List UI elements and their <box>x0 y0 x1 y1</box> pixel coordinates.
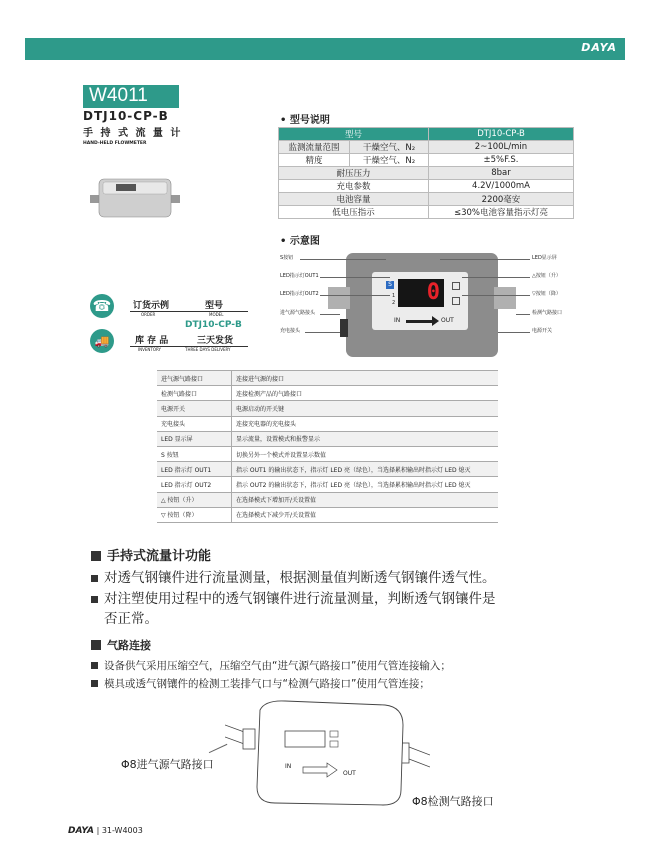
order-label: 订货示例 <box>133 301 170 311</box>
diagram-label: 电源开关 <box>532 328 553 334</box>
table-cell: 检测气路接口 <box>157 386 232 401</box>
outlet-fitting <box>494 287 516 309</box>
device-diagram <box>346 253 498 357</box>
diagram-title: • 示意图 <box>280 236 320 247</box>
table-cell: 充电接头 <box>157 416 232 431</box>
table-cell: 连接充电器的充电接头 <box>232 416 499 431</box>
delivery-label: 三天发货 <box>197 336 234 346</box>
table-cell: 精度 <box>279 154 350 167</box>
bullet-square-icon <box>91 680 98 687</box>
diagram-label: 进气源气路接头 <box>280 310 316 316</box>
function-text: 对注塑使用过程中的透气钢镶件进行流量测量，判断透气钢镶件是 <box>104 591 496 607</box>
table-cell: 连接进气源的接口 <box>232 371 499 386</box>
outlet-label: Φ8检测气路接口 <box>412 795 494 808</box>
out2-mark: 2 <box>392 300 396 306</box>
leader-line <box>498 332 530 333</box>
footer-brand: DAYA <box>68 826 95 836</box>
function-item <box>91 568 496 588</box>
table-cell: 4.2V/1000mA <box>429 180 574 193</box>
table-cell: ±5%F.S. <box>429 154 574 167</box>
table-cell: 耐压压力 <box>279 167 429 180</box>
brand-logo: DAYA <box>581 41 617 54</box>
table-row <box>157 416 498 431</box>
table-row <box>279 193 574 206</box>
table-cell: 连接检测产品的气路接口 <box>232 386 499 401</box>
table-row <box>157 386 498 401</box>
bullet-square-icon <box>91 551 101 561</box>
model-badge: W4011 <box>83 85 179 107</box>
table-row <box>279 128 574 141</box>
connection-item <box>91 658 451 674</box>
table-cell: △ 按钮（升） <box>157 492 232 507</box>
table-row <box>157 446 498 461</box>
table-cell: 2200毫安 <box>429 193 574 206</box>
leader-line <box>320 277 390 278</box>
table-cell: 电池容量 <box>279 193 429 206</box>
connection-title: 气路连接 <box>107 639 151 652</box>
page-number: 31-W4003 <box>101 826 143 835</box>
inventory-label: 库 存 品 <box>135 336 169 346</box>
bullet-square-icon <box>91 640 101 650</box>
header-bar <box>25 38 625 60</box>
footer: DAYA | 31-W4003 <box>68 826 143 836</box>
spec-title: • 型号说明 <box>280 115 330 126</box>
leader-line <box>320 314 340 315</box>
leader-line <box>300 259 386 260</box>
diagram-label: LED指示灯OUT1 <box>280 273 319 279</box>
bullet-square-icon <box>91 575 98 582</box>
table-cell: S 按钮 <box>157 446 232 461</box>
table-cell: 在选择模式下增加开/关设置值 <box>232 492 499 507</box>
flow-arrow <box>406 320 434 323</box>
function-text: 否正常。 <box>104 611 158 627</box>
table-cell: 指示 OUT2 的输出状态下，指示灯 LED 亮（绿色），当选择累积输出时指示灯 LED 熄灭 <box>232 477 499 492</box>
table-cell: 显示流量，设置模式和报警显示 <box>232 431 499 446</box>
product-name-cn: 手 持 式 流 量 计 <box>83 128 183 139</box>
diagram-label: 充电接头 <box>280 328 301 334</box>
delivery-en: THREE DAYS DELIVERY <box>185 347 231 352</box>
diagram-label: ▽按钮（降） <box>532 291 561 297</box>
connection-heading <box>91 637 151 653</box>
table-cell: 在选择模式下减少开/关设置值 <box>232 507 499 522</box>
model-en: MODEL <box>209 312 224 317</box>
table-row <box>157 371 498 386</box>
table-cell: 低电压指示 <box>279 206 429 219</box>
table-row <box>279 141 574 154</box>
table-row <box>279 167 574 180</box>
table-cell: 干燥空气、N₂ <box>350 141 429 154</box>
table-cell: DTJ10-CP-B <box>429 128 574 141</box>
phone-icon: ☎ <box>90 294 114 318</box>
connection-text: 设备供气采用压缩空气，压缩空气由“进气源气路接口”使用气管连接输入； <box>104 660 451 672</box>
table-cell: 型号 <box>279 128 429 141</box>
table-cell: ≤30%电池容量指示灯亮 <box>429 206 574 219</box>
diagram-label: S按钮 <box>280 255 294 261</box>
down-button <box>452 297 460 305</box>
arrow-head-icon <box>432 316 439 326</box>
leader-line <box>516 314 530 315</box>
function-title: 手持式流量计功能 <box>107 549 212 564</box>
leader-line <box>440 259 530 260</box>
drawing-in-label: IN <box>285 763 292 770</box>
product-image <box>90 175 180 219</box>
product-name-en: HAND-HELD FLOWMETER <box>83 141 147 146</box>
charge-port <box>340 319 348 337</box>
s-button: S <box>386 281 394 289</box>
table-cell: 8bar <box>429 167 574 180</box>
table-row <box>279 206 574 219</box>
feature-table <box>157 370 498 523</box>
table-cell: LED 指示灯 OUT2 <box>157 477 232 492</box>
table-row <box>157 492 498 507</box>
table-cell: 2~100L/min <box>429 141 574 154</box>
function-text: 对透气钢镶件进行流量测量，根据测量值判断透气钢镶件透气性。 <box>104 570 496 586</box>
table-row <box>157 431 498 446</box>
bullet-square-icon <box>91 662 98 669</box>
table-cell: LED 指示灯 OUT1 <box>157 462 232 477</box>
divider <box>83 107 179 108</box>
led-display: 0 <box>398 279 444 307</box>
product-code: DTJ10-CP-B <box>83 109 169 123</box>
in-label: IN <box>394 317 401 324</box>
table-cell: LED 显示屏 <box>157 431 232 446</box>
connection-drawing <box>225 695 430 810</box>
table-cell: 进气源气路接口 <box>157 371 232 386</box>
function-heading <box>91 545 211 564</box>
function-item <box>91 589 496 609</box>
order-model-value: DTJ10-CP-B <box>185 320 242 330</box>
drawing-out-label: OUT <box>343 770 356 777</box>
up-button <box>452 282 460 290</box>
table-row <box>157 462 498 477</box>
connection-text: 模具或透气钢镶件的检测工装排气口与“检测气路接口”使用气管连接； <box>104 678 430 690</box>
table-cell: 切换另外一个模式并设置显示数值 <box>232 446 499 461</box>
model-label: 型号 <box>205 301 224 311</box>
leader-line <box>320 295 390 296</box>
table-row <box>157 507 498 522</box>
leader-line <box>462 277 530 278</box>
table-cell: 电源开关 <box>157 401 232 416</box>
out-label: OUT <box>441 317 454 324</box>
table-cell: 充电参数 <box>279 180 429 193</box>
table-row <box>157 401 498 416</box>
diagram-label: LED显示屏 <box>532 255 557 261</box>
inventory-en: INVENTORY <box>138 347 161 352</box>
diagram-label: 检测气路接口 <box>532 310 563 316</box>
table-row <box>279 180 574 193</box>
order-en: ORDER <box>141 312 156 317</box>
inlet-fitting <box>328 287 350 309</box>
table-row <box>279 154 574 167</box>
leader-line <box>305 332 340 333</box>
diagram-label: LED指示灯OUT2 <box>280 291 319 297</box>
table-cell: 干燥空气、N₂ <box>350 154 429 167</box>
spec-table <box>278 127 574 219</box>
out1-mark: 1 <box>392 293 396 299</box>
inlet-label: Φ8进气源气路接口 <box>121 758 214 771</box>
table-cell: ▽ 按钮（降） <box>157 507 232 522</box>
truck-icon: 🚚 <box>90 329 114 353</box>
leader-line <box>462 295 530 296</box>
table-cell: 指示 OUT1 的输出状态下，指示灯 LED 亮（绿色），当选择累积输出时指示灯 LED 熄灭 <box>232 462 499 477</box>
table-cell: 电源启动的开关键 <box>232 401 499 416</box>
connection-item <box>91 676 430 692</box>
diagram-label: △按钮（升） <box>532 273 561 279</box>
table-cell: 监测流量范围 <box>279 141 350 154</box>
bullet-square-icon <box>91 596 98 603</box>
table-row <box>157 477 498 492</box>
